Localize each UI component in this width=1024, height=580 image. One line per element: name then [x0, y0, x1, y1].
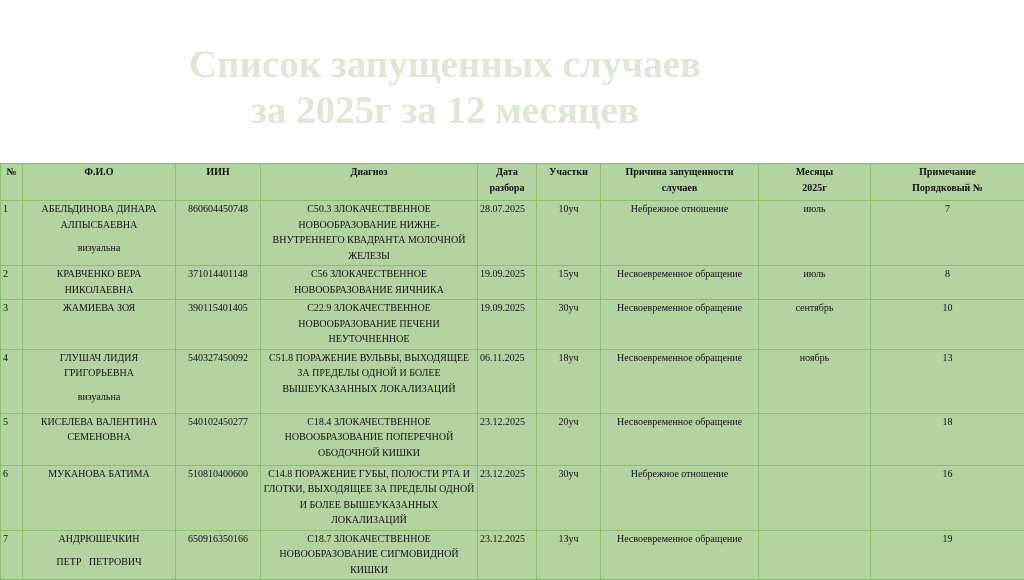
review-date: 23.12.2025 — [480, 534, 525, 545]
row-number: 5 — [3, 417, 8, 428]
order-number-cell — [871, 413, 1024, 465]
patient-name-cell — [23, 300, 176, 350]
district: 20уч — [558, 417, 578, 428]
patient-name: АНДРЮШЕЧКИН — [59, 534, 140, 545]
patient-name-cell — [23, 465, 176, 530]
patient-name: АБЕЛЬДИНОВА ДИНАРА АЛПЫСБАЕВНА — [42, 204, 157, 231]
patient-name-cell — [23, 349, 176, 413]
review-date-cell — [478, 266, 537, 300]
diagnosis: С18.4 ЗЛОКАЧЕСТВЕННОЕ НОВООБРАЗОВАНИЕ ПОПЕРЕЧНОЙ ОБОДОЧНОЙ КИШКИ — [285, 417, 454, 459]
district-cell — [537, 300, 601, 350]
row-number-cell — [1, 201, 23, 266]
reason: Небрежное отношение — [631, 204, 728, 215]
review-date-cell — [478, 201, 537, 266]
iin: 390115401405 — [188, 303, 248, 314]
review-date-cell — [478, 465, 537, 530]
row-number-cell — [1, 300, 23, 350]
district-cell — [537, 413, 601, 465]
iin-cell — [176, 300, 261, 350]
reason-cell — [601, 530, 759, 580]
reason: Несвоевременное обращение — [617, 303, 742, 314]
order-number: 18 — [943, 417, 953, 428]
patient-note: ПЕТР ПЕТРОВИЧ — [25, 555, 173, 571]
month-cell — [759, 300, 871, 350]
iin: 860604450748 — [188, 204, 248, 215]
cases-table — [0, 163, 1024, 580]
table-row — [1, 530, 1024, 580]
iin: 540102450277 — [188, 417, 248, 428]
reason-cell — [601, 300, 759, 350]
district-cell — [537, 530, 601, 580]
month-cell — [759, 413, 871, 465]
review-date: 23.12.2025 — [480, 417, 525, 428]
patient-note: визуальна — [25, 241, 173, 257]
row-number: 6 — [3, 469, 8, 480]
row-number-cell — [1, 266, 23, 300]
header-cell: Причина запущенности случаев — [601, 164, 759, 201]
diagnosis-cell — [261, 413, 478, 465]
district-cell — [537, 349, 601, 413]
table-row — [1, 413, 1024, 465]
order-number: 7 — [945, 204, 950, 215]
reason: Несвоевременное обращение — [617, 417, 742, 428]
month-cell — [759, 465, 871, 530]
review-date-cell — [478, 413, 537, 465]
district: 30уч — [558, 469, 578, 480]
order-number: 13 — [943, 353, 953, 364]
row-number-cell — [1, 465, 23, 530]
reason-cell — [601, 465, 759, 530]
patient-name-cell — [23, 201, 176, 266]
diagnosis: С14.8 ПОРАЖЕНИЕ ГУБЫ, ПОЛОСТИ РТА И ГЛОТКИ, ВЫХОДЯЩЕЕ ЗА ПРЕДЕЛЫ ОДНОЙ И БОЛЕЕ ВЫШЕУКАЗАННЫХ ЛОКАЛИЗАЦИЙ — [264, 469, 475, 527]
table-header — [1, 164, 1024, 201]
row-number-cell — [1, 530, 23, 580]
district: 15уч — [558, 269, 578, 280]
review-date: 06.11.2025 — [480, 353, 525, 364]
iin-cell — [176, 266, 261, 300]
review-date: 28.07.2025 — [480, 204, 525, 215]
diagnosis-cell — [261, 266, 478, 300]
patient-name: ЖАМИЕВА ЗОЯ — [63, 303, 135, 314]
iin: 540327450092 — [188, 353, 248, 364]
patient-name: МУКАНОВА БАТИМА — [48, 469, 149, 480]
diagnosis-cell — [261, 201, 478, 266]
header-cell: Дата разбора — [478, 164, 537, 201]
order-number-cell — [871, 266, 1024, 300]
month: ноябрь — [800, 353, 829, 364]
iin: 371014401148 — [188, 269, 248, 280]
row-number: 7 — [3, 534, 8, 545]
row-number: 4 — [3, 353, 8, 364]
order-number: 19 — [943, 534, 953, 545]
iin-cell — [176, 465, 261, 530]
diagnosis: С22.9 ЗЛОКАЧЕСТВЕННОЕ НОВООБРАЗОВАНИЕ ПЕЧЕНИ НЕУТОЧНЕННОЕ — [298, 303, 439, 345]
review-date: 19.09.2025 — [480, 303, 525, 314]
patient-name-cell — [23, 530, 176, 580]
iin-cell — [176, 413, 261, 465]
header-cell: Участки — [537, 164, 601, 201]
district: 10уч — [558, 204, 578, 215]
order-number-cell — [871, 300, 1024, 350]
iin: 510810400600 — [188, 469, 248, 480]
diagnosis-cell — [261, 530, 478, 580]
order-number-cell — [871, 201, 1024, 266]
row-number: 1 — [3, 204, 8, 215]
row-number: 2 — [3, 269, 8, 280]
diagnosis-cell — [261, 300, 478, 350]
reason: Несвоевременное обращение — [617, 353, 742, 364]
district: 18уч — [558, 353, 578, 364]
district: 30уч — [558, 303, 578, 314]
review-date: 23.12.2025 — [480, 469, 525, 480]
table-row — [1, 266, 1024, 300]
diagnosis-cell — [261, 465, 478, 530]
order-number: 10 — [943, 303, 953, 314]
district-cell — [537, 465, 601, 530]
district-cell — [537, 266, 601, 300]
diagnosis: С51.8 ПОРАЖЕНИЕ ВУЛЬВЫ, ВЫХОДЯЩЕЕ ЗА ПРЕДЕЛЫ ОДНОЙ И БОЛЕЕ ВЫШЕУКАЗАННЫХ ЛОКАЛИЗАЦИЙ — [269, 353, 469, 395]
review-date-cell — [478, 300, 537, 350]
header-cell: Ф.И.О — [23, 164, 176, 201]
table-row — [1, 201, 1024, 266]
patient-name: КИСЕЛЕВА ВАЛЕНТИНА СЕМЕНОВНА — [41, 417, 157, 444]
patient-name: КРАВЧЕНКО ВЕРА НИКОЛАЕВНА — [57, 269, 142, 296]
iin-cell — [176, 201, 261, 266]
month: июль — [803, 269, 825, 280]
reason: Несвоевременное обращение — [617, 269, 742, 280]
reason-cell — [601, 201, 759, 266]
review-date-cell — [478, 530, 537, 580]
row-number-cell — [1, 413, 23, 465]
reason: Небрежное отношение — [631, 469, 728, 480]
iin-cell — [176, 530, 261, 580]
month-cell — [759, 530, 871, 580]
month-cell — [759, 266, 871, 300]
diagnosis: С50.3 ЗЛОКАЧЕСТВЕННОЕ НОВООБРАЗОВАНИЕ НИЖНЕ-ВНУТРЕННЕГО КВАДРАНТА МОЛОЧНОЙ ЖЕЛЕЗЫ — [273, 204, 466, 262]
order-number-cell — [871, 349, 1024, 413]
header-cell: Месяцы 2025г — [759, 164, 871, 201]
row-number: 3 — [3, 303, 8, 314]
month: сентябрь — [796, 303, 834, 314]
patient-name: ГЛУШАЧ ЛИДИЯ ГРИГОРЬЕВНА — [60, 353, 138, 380]
reason-cell — [601, 266, 759, 300]
header-cell: ИИН — [176, 164, 261, 201]
header-cell: № — [1, 164, 23, 201]
district: 13уч — [558, 534, 578, 545]
header-cell: Диагноз — [261, 164, 478, 201]
title-line-1: Список запущенных случаев — [0, 42, 890, 88]
patient-note: визуальна — [25, 390, 173, 406]
patient-name-cell — [23, 413, 176, 465]
review-date: 19.09.2025 — [480, 269, 525, 280]
order-number: 16 — [943, 469, 953, 480]
month: июль — [803, 204, 825, 215]
order-number-cell — [871, 530, 1024, 580]
slide-title — [0, 42, 890, 134]
patient-name-cell — [23, 266, 176, 300]
table-row — [1, 349, 1024, 413]
diagnosis: С18.7 ЗЛОКАЧЕСТВЕННОЕ НОВООБРАЗОВАНИЕ СИГМОВИДНОЙ КИШКИ — [279, 534, 458, 576]
month-cell — [759, 201, 871, 266]
order-number: 8 — [945, 269, 950, 280]
diagnosis: С56 ЗЛОКАЧЕСТВЕННОЕ НОВООБРАЗОВАНИЕ ЯИЧНИКА — [294, 269, 444, 296]
diagnosis-cell — [261, 349, 478, 413]
district-cell — [537, 201, 601, 266]
order-number-cell — [871, 465, 1024, 530]
iin: 650916350166 — [188, 534, 248, 545]
title-line-2: за 2025г за 12 месяцев — [0, 88, 890, 134]
review-date-cell — [478, 349, 537, 413]
header-cell: Примечание Порядковый № — [871, 164, 1024, 201]
row-number-cell — [1, 349, 23, 413]
reason: Несвоевременное обращение — [617, 534, 742, 545]
table-row — [1, 465, 1024, 530]
reason-cell — [601, 349, 759, 413]
table-row — [1, 300, 1024, 350]
iin-cell — [176, 349, 261, 413]
reason-cell — [601, 413, 759, 465]
month-cell — [759, 349, 871, 413]
